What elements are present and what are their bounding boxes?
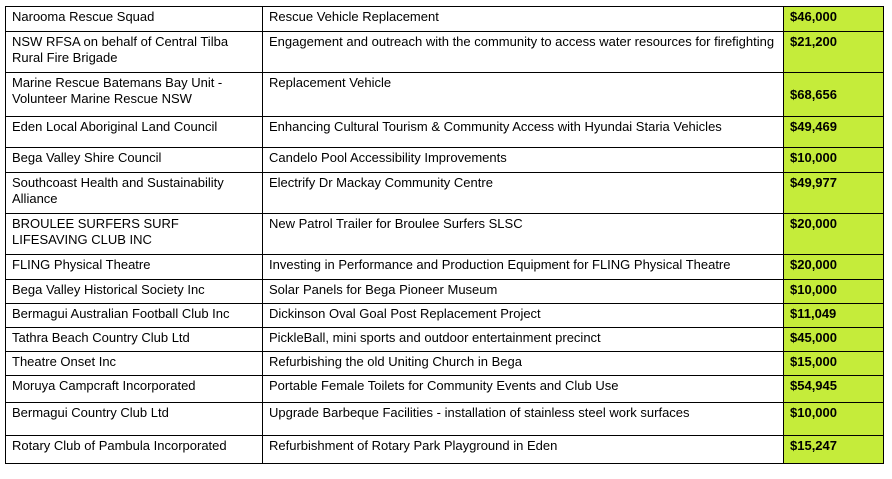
table-row [6, 214, 884, 255]
organisation-cell: Bermagui Australian Football Club Inc [6, 304, 263, 328]
table-row [6, 304, 884, 328]
organisation-cell: BROULEE SURFERS SURF LIFESAVING CLUB INC [6, 214, 263, 255]
project-cell: Enhancing Cultural Tourism & Community Access with Hyundai Staria Vehicles [263, 117, 784, 148]
organisation-cell: Marine Rescue Batemans Bay Unit - Volunteer Marine Rescue NSW [6, 73, 263, 117]
project-cell: New Patrol Trailer for Broulee Surfers SLSC [263, 214, 784, 255]
organisation-cell: Tathra Beach Country Club Ltd [6, 328, 263, 352]
amount-cell: $21,200 [784, 32, 884, 73]
table-row [6, 280, 884, 304]
table-row [6, 255, 884, 280]
project-cell: Refurbishment of Rotary Park Playground in Eden [263, 436, 784, 464]
project-cell: Portable Female Toilets for Community Events and Club Use [263, 376, 784, 403]
table-row [6, 7, 884, 32]
grants-table [5, 6, 884, 464]
amount-cell: $10,000 [784, 148, 884, 173]
project-cell: Engagement and outreach with the community to access water resources for firefighting [263, 32, 784, 73]
amount-cell: $15,247 [784, 436, 884, 464]
amount-cell: $15,000 [784, 352, 884, 376]
table-row [6, 328, 884, 352]
amount-cell: $49,469 [784, 117, 884, 148]
amount-cell: $11,049 [784, 304, 884, 328]
table-row [6, 173, 884, 214]
project-cell: Dickinson Oval Goal Post Replacement Project [263, 304, 784, 328]
amount-cell: $10,000 [784, 280, 884, 304]
amount-cell: $20,000 [784, 214, 884, 255]
project-cell: Refurbishing the old Uniting Church in Bega [263, 352, 784, 376]
table-row [6, 403, 884, 436]
table-row [6, 376, 884, 403]
amount-cell: $49,977 [784, 173, 884, 214]
organisation-cell: Moruya Campcraft Incorporated [6, 376, 263, 403]
amount-cell: $54,945 [784, 376, 884, 403]
table-row [6, 73, 884, 117]
project-cell: Rescue Vehicle Replacement [263, 7, 784, 32]
amount-cell: $68,656 [784, 73, 884, 117]
organisation-cell: Southcoast Health and Sustainability Alliance [6, 173, 263, 214]
project-cell: Replacement Vehicle [263, 73, 784, 117]
table-row [6, 436, 884, 464]
project-cell: Electrify Dr Mackay Community Centre [263, 173, 784, 214]
table-row [6, 32, 884, 73]
amount-cell: $20,000 [784, 255, 884, 280]
project-cell: Investing in Performance and Production Equipment for FLING Physical Theatre [263, 255, 784, 280]
amount-cell: $10,000 [784, 403, 884, 436]
organisation-cell: Bega Valley Historical Society Inc [6, 280, 263, 304]
table-row [6, 117, 884, 148]
organisation-cell: Rotary Club of Pambula Incorporated [6, 436, 263, 464]
organisation-cell: Bermagui Country Club Ltd [6, 403, 263, 436]
organisation-cell: Theatre Onset Inc [6, 352, 263, 376]
table-row [6, 352, 884, 376]
project-cell: PickleBall, mini sports and outdoor entertainment precinct [263, 328, 784, 352]
project-cell: Candelo Pool Accessibility Improvements [263, 148, 784, 173]
organisation-cell: NSW RFSA on behalf of Central Tilba Rural Fire Brigade [6, 32, 263, 73]
amount-cell: $45,000 [784, 328, 884, 352]
project-cell: Solar Panels for Bega Pioneer Museum [263, 280, 784, 304]
table-row [6, 148, 884, 173]
organisation-cell: Bega Valley Shire Council [6, 148, 263, 173]
organisation-cell: Narooma Rescue Squad [6, 7, 263, 32]
project-cell: Upgrade Barbeque Facilities - installation of stainless steel work surfaces [263, 403, 784, 436]
organisation-cell: Eden Local Aboriginal Land Council [6, 117, 263, 148]
amount-cell: $46,000 [784, 7, 884, 32]
organisation-cell: FLING Physical Theatre [6, 255, 263, 280]
